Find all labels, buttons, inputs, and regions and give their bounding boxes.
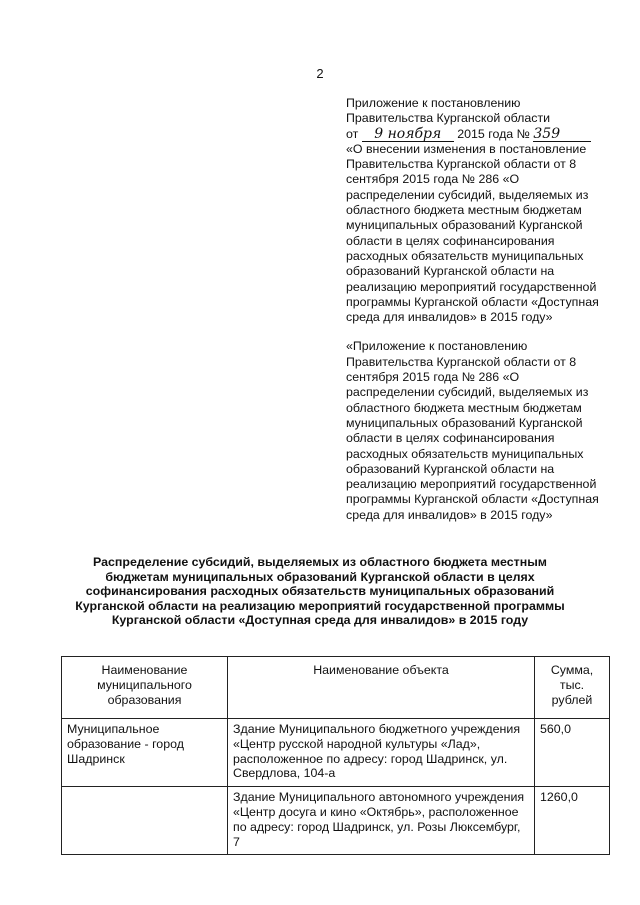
appendix-line-1: Приложение к постановлению	[346, 96, 521, 110]
cell-amount: 560,0	[535, 719, 610, 787]
appendix-text-2: «Приложение к постановлению Правительства Курганской области от 8 сентября 2015 года № 286 «О распределении субсидий, выделяемых из областного бюджета местным бюджетам муниципальных образований Курганской области в целях софинансирования расходных обязательств муниципальных образований Курганской области на реализацию мероприятий государственной программы Курганской области «Доступная среда для инвалидов» в 2015 году»	[346, 339, 599, 522]
date-middle: 2015 года №	[457, 126, 530, 141]
handwritten-number: 359	[533, 128, 591, 142]
cell-municipality: Муниципальное образование - город Шадринск	[62, 719, 228, 787]
table-row	[62, 787, 610, 855]
table-row	[62, 719, 610, 787]
appendix-line-2: Правительства Курганской области	[346, 111, 551, 126]
cell-municipality	[62, 787, 228, 855]
appendix-text-1: «О внесении изменения в постановление Правительства Курганской области от 8 сентября 2015 года № 286 «О распределении субсидий, выделяемых из областного бюджета местным бюджетам муниципальных образований Курганской области в целях софинансирования расходных обязательств муниципальных образований Курганской области на реализацию мероприятий государственной программы Курганской области «Доступная среда для инвалидов» в 2015 году»	[346, 141, 599, 325]
header-object: Наименование объекта	[228, 657, 535, 719]
header-amount: Сумма, тыс. рублей	[535, 657, 610, 719]
cell-object: Здание Муниципального автономного учреждения «Центр досуга и кино «Октябрь», расположенное по адресу: город Шадринск, ул. Розы Люксембург, 7	[228, 787, 535, 855]
document-title: Распределение субсидий, выделяемых из областного бюджета местным бюджетам муниципальных образований Курганской области в целях софинансирования расходных обязательств муниципальных образований Курганской области на реализацию мероприятий государственной программы Курганской области «Доступная среда для инвалидов» в 2015 году	[75, 555, 565, 628]
subsidy-table	[61, 656, 610, 855]
appendix-header	[346, 96, 608, 523]
cell-amount: 1260,0	[535, 787, 610, 855]
date-prefix: от	[346, 126, 359, 141]
cell-object: Здание Муниципального бюджетного учреждения «Центр русской народной культуры «Лад», расположенное по адресу: город Шадринск, ул. Свердлова, 104-а	[228, 719, 535, 787]
appendix-date-line	[346, 127, 608, 142]
header-municipality: Наименование муниципального образования	[62, 657, 228, 719]
handwritten-date: 9 ноября	[362, 128, 454, 142]
page-number: 2	[316, 66, 324, 81]
table-header-row	[62, 657, 610, 719]
